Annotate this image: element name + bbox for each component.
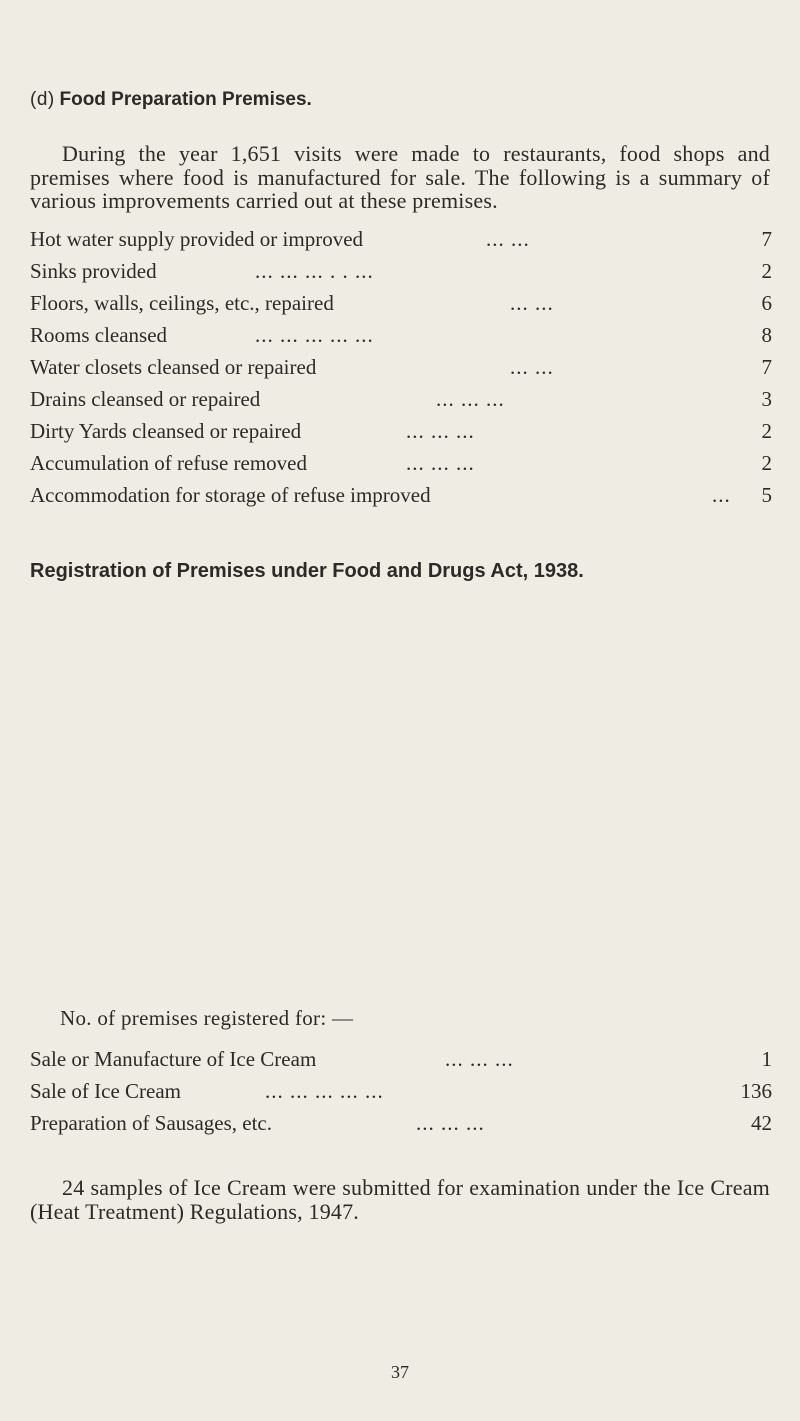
item-label: Sale of Ice Cream [30,1079,182,1103]
improvements-list [30,223,772,511]
item-label: Water closets cleansed or repaired [30,355,317,379]
registration-heading: Registration of Premises under Food and Drugs Act, 1938. [30,560,584,582]
leader-dots: ... ... ... [445,1047,514,1071]
item-value: 2 [761,419,772,443]
item-value: 3 [761,387,772,411]
page-number: 37 [391,1362,409,1382]
item-value: 8 [761,323,772,347]
section-heading [30,89,312,111]
section-title: Food Preparation Premises. [59,89,312,110]
list-item [30,1043,772,1075]
list-item [30,287,772,319]
item-value: 2 [761,451,772,475]
item-value: 2 [761,259,772,283]
section-prefix: (d) [30,89,55,110]
leader-dots: ... ... ... . . ... [255,259,374,283]
item-label: Accumulation of refuse removed [30,451,307,475]
leader-dots: ... [712,483,731,507]
list-item [30,223,772,255]
item-value: 7 [761,227,772,251]
item-value: 5 [761,483,772,507]
item-label: Floors, walls, ceilings, etc., repaired [30,291,334,315]
list-item [30,447,772,479]
item-label: Drains cleansed or repaired [30,387,261,411]
item-label: Sale or Manufacture of Ice Cream [30,1047,317,1071]
leader-dots: ... ... [486,227,530,251]
item-label: Rooms cleansed [30,323,168,347]
item-label: Dirty Yards cleansed or repaired [30,419,302,443]
item-label: Sinks provided [30,259,157,283]
samples-paragraph: 24 samples of Ice Cream were submitted for examination under the Ice Cream (Heat Treatment) Regulations, 1947. [30,1175,770,1224]
leader-dots: ... ... ... ... ... [255,323,374,347]
item-label: Accommodation for storage of refuse improved [30,483,431,507]
item-value: 42 [751,1111,772,1135]
list-item [30,351,772,383]
leader-dots: ... ... ... [436,387,505,411]
registration-list [30,1043,772,1139]
item-value: 1 [761,1047,772,1071]
list-item [30,415,772,447]
leader-dots: ... ... ... [416,1111,485,1135]
leader-dots: ... ... ... ... ... [265,1079,384,1103]
leader-dots: ... ... [510,291,554,315]
leader-dots: ... ... [510,355,554,379]
list-item [30,319,772,351]
list-item [30,255,772,287]
item-label: Hot water supply provided or improved [30,227,364,251]
item-value: 6 [761,291,772,315]
leader-dots: ... ... ... [406,451,475,475]
list-item [30,383,772,415]
list-item [30,479,772,511]
list-item [30,1075,772,1107]
item-value: 7 [761,355,772,379]
list-item [30,1107,772,1139]
item-value: 136 [740,1079,772,1103]
item-label: Preparation of Sausages, etc. [30,1111,273,1135]
leader-dots: ... ... ... [406,419,475,443]
registration-intro: No. of premises registered for: — [60,1006,354,1030]
intro-paragraph: During the year 1,651 visits were made to restaurants, food shops and premises where food is manufactured for sale. The following is a summary of various improvements carried out at these premises. [30,141,770,213]
